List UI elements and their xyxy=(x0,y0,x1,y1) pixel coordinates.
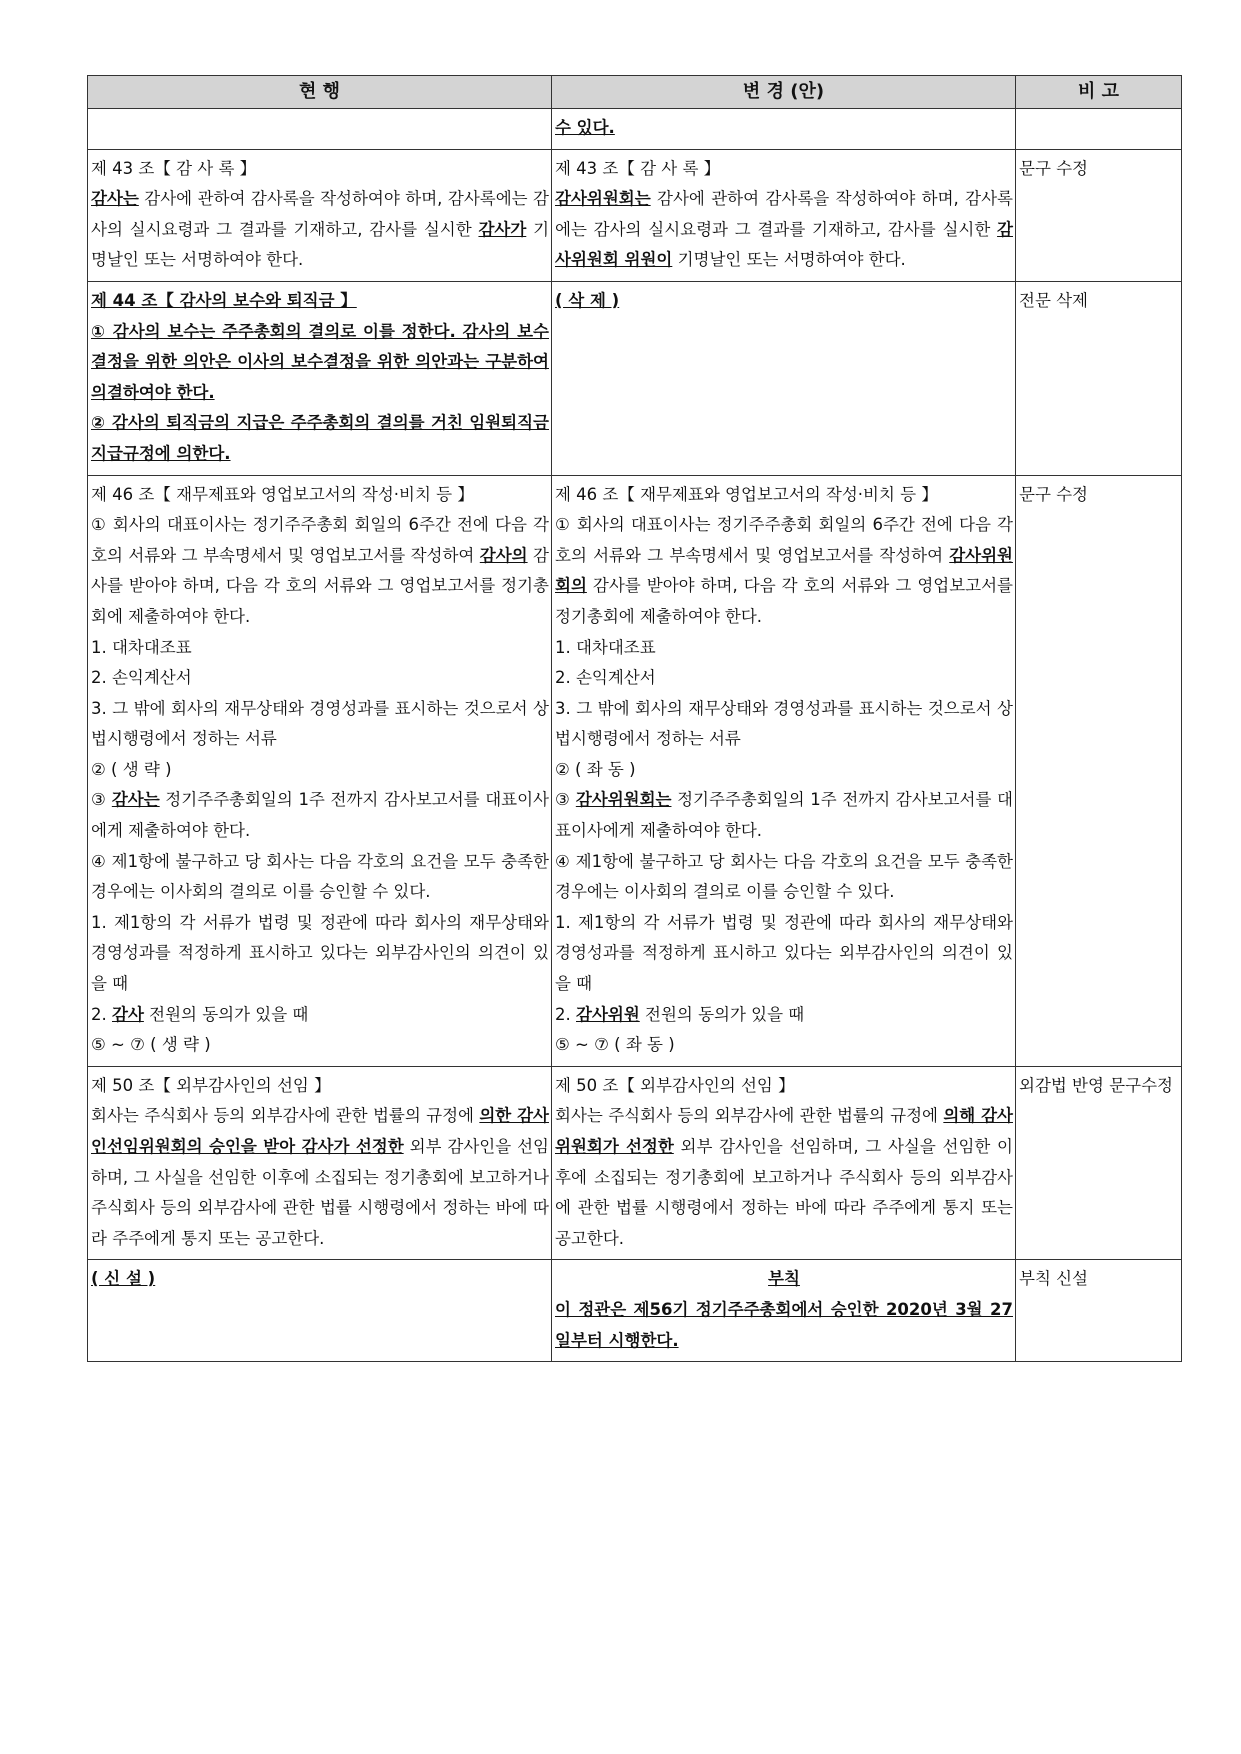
amendment-comparison-table xyxy=(87,75,1182,1362)
list-item: 3. 그 밖에 회사의 재무상태와 경영성과를 표시하는 것으로서 상법시행령에서 정하는 서류 xyxy=(91,698,549,749)
table-row xyxy=(88,281,1182,475)
list-item: 2. 감사위원 전원의 동의가 있을 때 xyxy=(555,1004,805,1024)
article-paragraph: ③ 감사위원회는 정기주주총회일의 1주 전까지 감사보고서를 대표이사에게 제출하여야 한다. xyxy=(555,790,1013,841)
article-paragraph: ④ 제1항에 불구하고 당 회사는 다음 각호의 요건을 모두 충족한 경우에는 이사회의 결의로 이를 승인할 수 있다. xyxy=(555,851,1013,902)
article-title: 제 46 조【 재무제표와 영업보고서의 작성·비치 등 】 xyxy=(555,484,938,504)
article-title: 제 50 조【 외부감사인의 선임 】 xyxy=(555,1075,795,1095)
article-title: 제 44 조【 감사의 보수와 퇴직금 】 xyxy=(91,290,357,310)
header-proposed: 변 경 (안) xyxy=(552,76,1016,109)
list-item: 1. 대차대조표 xyxy=(555,637,656,657)
row5-note: 부칙 신설 xyxy=(1016,1260,1182,1362)
article-paragraph: ④ 제1항에 불구하고 당 회사는 다음 각호의 요건을 모두 충족한 경우에는 이사회의 결의로 이를 승인할 수 있다. xyxy=(91,851,549,902)
article-body: 감사위원회는 감사에 관하여 감사록을 작성하여야 하며, 감사록에는 감사의 실시요령과 그 결과를 기재하고, 감사를 실시한 감사위원회 위원이 기명날인 또는 서명하여야 한다. xyxy=(555,189,1013,270)
list-item: 2. 감사 전원의 동의가 있을 때 xyxy=(91,1004,309,1024)
article-title: 제 46 조【 재무제표와 영업보고서의 작성·비치 등 】 xyxy=(91,484,474,504)
row2-proposed xyxy=(552,281,1016,475)
table-row xyxy=(88,1066,1182,1260)
header-note: 비 고 xyxy=(1016,76,1182,109)
row3-note: 문구 수정 xyxy=(1016,475,1182,1066)
row1-proposed xyxy=(552,149,1016,281)
row1-current xyxy=(88,149,552,281)
article-body: 감사는 감사에 관하여 감사록을 작성하여야 하며, 감사록에는 감사의 실시요령과 그 결과를 기재하고, 감사를 실시한 감사가 기명날인 또는 서명하여야 한다. xyxy=(91,189,550,270)
list-item: 2. 손익계산서 xyxy=(555,668,656,688)
table-header-row xyxy=(88,76,1182,109)
table-row xyxy=(88,1260,1182,1362)
article-paragraph: ① 감사의 보수는 주주총회의 결의로 이를 정한다. 감사의 보수결정을 위한 의안은 이사의 보수결정을 위한 의안과는 구분하여 의결하여야 한다. xyxy=(91,321,549,402)
article-paragraph: ② ( 생 략 ) xyxy=(91,759,172,779)
row0-proposed xyxy=(552,109,1016,150)
article-title: 제 43 조【 감 사 록 】 xyxy=(555,158,721,178)
row4-current xyxy=(88,1066,552,1260)
row5-proposed xyxy=(552,1260,1016,1362)
list-item: 2. 손익계산서 xyxy=(91,668,192,688)
article-body: 회사는 주식회사 등의 외부감사에 관한 법률의 규정에 의해 감사위원회가 선정한 외부 감사인을 선임하며, 그 사실을 선임한 이후에 소집되는 정기총회에 보고하거나 주식회사 등의 외부감사에 관한 법률 시행령에서 정하는 바에 따라 주주에게 통지 또는 공고한다. xyxy=(555,1106,1013,1248)
article-body: 회사는 주식회사 등의 외부감사에 관한 법률의 규정에 의한 감사인선임위원회의 승인을 받아 감사가 선정한 외부 감사인을 선임하며, 그 사실을 선임한 이후에 소집되는 정기총회에 보고하거나 주식회사 등의 외부감사에 관한 법률 시행령에서 정하는 바에 따라 주주에게 통지 또는 공고한다. xyxy=(91,1106,549,1248)
row5-current xyxy=(88,1260,552,1362)
list-item: 1. 제1항의 각 서류가 법령 및 정관에 따라 회사의 재무상태와 경영성과를 적정하게 표시하고 있다는 외부감사인의 의견이 있을 때 xyxy=(555,912,1013,994)
addendum-title: 부칙 xyxy=(768,1269,800,1289)
article-title: 제 50 조【 외부감사인의 선임 】 xyxy=(91,1075,331,1095)
row4-note: 외감법 반영 문구수정 xyxy=(1016,1066,1182,1260)
table-row xyxy=(88,149,1182,281)
row1-note: 문구 수정 xyxy=(1016,149,1182,281)
table-row xyxy=(88,475,1182,1066)
row4-proposed xyxy=(552,1066,1016,1260)
row3-current xyxy=(88,475,552,1066)
article-paragraph: ② 감사의 퇴직금의 지급은 주주총회의 결의를 거친 임원퇴직금지급규정에 의한다. xyxy=(91,413,549,463)
new-marker: ( 신 설 ) xyxy=(91,1269,156,1289)
list-item: 3. 그 밖에 회사의 재무상태와 경영성과를 표시하는 것으로서 상법시행령에서 정하는 서류 xyxy=(555,698,1013,749)
article-title: 제 43 조【 감 사 록 】 xyxy=(91,158,257,178)
row0-proposed-text: 수 있다. xyxy=(555,118,615,137)
table-row xyxy=(88,109,1182,150)
article-paragraph: ① 회사의 대표이사는 정기주주총회 회일의 6주간 전에 다음 각 호의 서류와 그 부속명세서 및 영업보고서를 작성하여 감사의 감사를 받아야 하며, 다음 각 호의 서류와 그 영업보고서를 정기총회에 제출하여야 한다. xyxy=(91,515,549,626)
article-paragraph: ⑤ ~ ⑦ ( 생 략 ) xyxy=(91,1035,211,1055)
row3-proposed xyxy=(552,475,1016,1066)
deleted-marker: ( 삭 제 ) xyxy=(555,290,620,310)
header-current: 현 행 xyxy=(88,76,552,109)
article-paragraph: ② ( 좌 동 ) xyxy=(555,759,636,779)
list-item: 1. 제1항의 각 서류가 법령 및 정관에 따라 회사의 재무상태와 경영성과를 적정하게 표시하고 있다는 외부감사인의 의견이 있을 때 xyxy=(91,912,549,994)
article-paragraph: ③ 감사는 정기주주총회일의 1주 전까지 감사보고서를 대표이사에게 제출하여야 한다. xyxy=(91,790,549,841)
article-paragraph: ① 회사의 대표이사는 정기주주총회 회일의 6주간 전에 다음 각 호의 서류와 그 부속명세서 및 영업보고서를 작성하여 감사위원회의 감사를 받아야 하며, 다음 각 호의 서류와 그 영업보고서를 정기총회에 제출하여야 한다. xyxy=(555,515,1013,626)
row0-current xyxy=(88,109,552,150)
article-paragraph: ⑤ ~ ⑦ ( 좌 동 ) xyxy=(555,1035,675,1055)
list-item: 1. 대차대조표 xyxy=(91,637,192,657)
row2-current xyxy=(88,281,552,475)
row0-note xyxy=(1016,109,1182,150)
row2-note: 전문 삭제 xyxy=(1016,281,1182,475)
addendum-text: 이 정관은 제56기 정기주주총회에서 승인한 2020년 3월 27일부터 시행한다. xyxy=(555,1299,1013,1350)
